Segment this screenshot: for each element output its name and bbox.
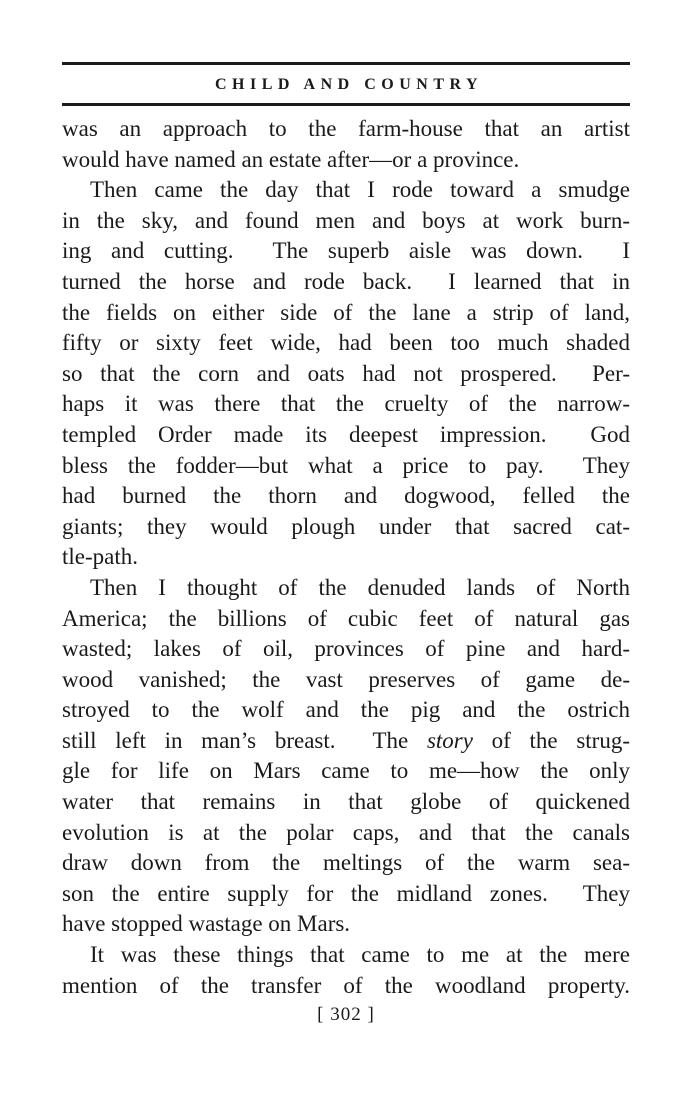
body-text [62, 114, 630, 1001]
text-line: was an approach to the farm-house that an artist [62, 116, 630, 141]
text-line: ing and cutting. The superb aisle was down. I [62, 238, 630, 264]
header-rule-bottom [62, 103, 630, 106]
text-line: wood vanished; the vast preserves of game de- [62, 666, 630, 692]
text-line: bless the fodder—but what a price to pay. They [62, 452, 630, 478]
text-line: giants; they would plough under that sacred cat- [62, 513, 630, 539]
text-line: stroyed to the wolf and the pig and the ostrich [62, 697, 630, 723]
text-line: water that remains in that globe of quickened [62, 789, 630, 815]
text-line: fifty or sixty feet wide, had been too much shaded [62, 330, 630, 356]
text-line: evolution is at the polar caps, and that the canals [62, 819, 630, 845]
text-line: mention of the transfer of the woodland property. [62, 972, 630, 998]
text-line: have stopped wastage on Mars. [62, 911, 351, 937]
italic-word: story [426, 727, 473, 753]
text-line: the fields on either side of the lane a strip of land, [62, 299, 630, 325]
text-line: templed Order made its deepest impression. God [62, 421, 630, 447]
text-line: Then came the day that I rode toward a smudge [90, 177, 630, 203]
header-rule-top [62, 62, 630, 65]
text-line: turned the horse and rode back. I learned that in [62, 268, 630, 294]
text-line: tle-path. [62, 544, 138, 570]
text-line: haps it was there that the cruelty of the narrow- [62, 391, 630, 417]
text-segment: of the strug- [472, 727, 630, 753]
text-line: had burned the thorn and dogwood, felled the [62, 483, 630, 509]
text-line: draw down from the meltings of the warm sea- [62, 850, 630, 876]
running-head: CHILD AND COUNTRY [214, 76, 484, 93]
text-line [62, 726, 630, 757]
text-line: America; the billions of cubic feet of natural gas [62, 605, 630, 631]
text-line: gle for life on Mars came to me—how the only [62, 758, 630, 784]
text-line: son the entire supply for the midland zones. They [62, 880, 630, 906]
text-segment: still left in man’s breast. The [62, 727, 427, 753]
text-line: so that the corn and oats had not prospered. Per- [62, 360, 630, 386]
text-line: Then I thought of the denuded lands of North [90, 574, 630, 600]
page-number: [ 302 ] [317, 1004, 375, 1026]
text-line: would have named an estate after—or a province. [62, 146, 520, 172]
book-page [62, 62, 630, 1027]
text-line: in the sky, and found men and boys at work burn- [62, 207, 630, 233]
text-line: It was these things that came to me at the mere [90, 942, 630, 968]
text-line: wasted; lakes of oil, provinces of pine and hard- [62, 636, 630, 662]
